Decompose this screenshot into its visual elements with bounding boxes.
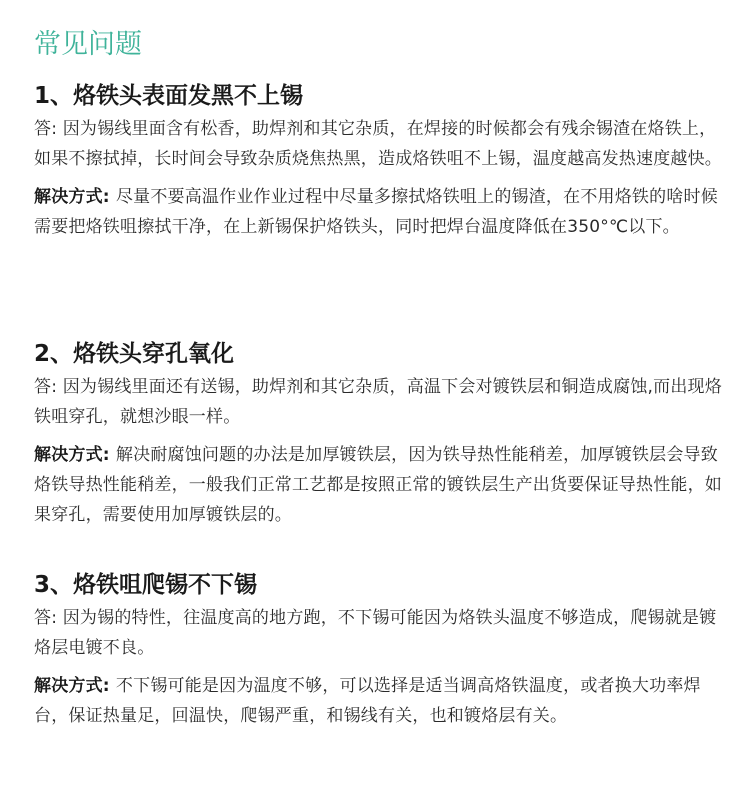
faq-item-2 (34, 338, 726, 530)
faq-answer (34, 114, 726, 174)
faq-answer (34, 372, 726, 432)
solution-label: 解决方式: (34, 187, 116, 207)
faq-question-title: 1、烙铁头表面发黑不上锡 (34, 83, 304, 109)
answer-text: 因为锡线里面含有松香，助焊剂和其它杂质，在焊接的时候都会有残余锡渣在烙铁上，如果不擦拭掉，长时间会导致杂质烧焦热黑，造成烙铁咀不上锡，温度越高发热速度越快。 (34, 119, 722, 169)
faq-question-title: 3、烙铁咀爬锡不下锡 (34, 572, 258, 598)
answer-prefix: 答: (34, 119, 63, 139)
faq-item-1 (34, 80, 726, 242)
solution-text: 解决耐腐蚀问题的办法是加厚镀铁层，因为铁导热性能稍差，加厚镀铁层会导致烙铁导热性能稍差，一般我们正常工艺都是按照正常的镀铁层生产出货要保证导热性能，如果穿孔，需要使用加厚镀铁层的。 (34, 445, 722, 525)
solution-text: 尽量不要高温作业作业过程中尽量多擦拭烙铁咀上的锡渣，在不用烙铁的啥时候需要把烙铁咀擦拭干净，在上新锡保护烙铁头，同时把焊台温度降低在350°℃以下。 (34, 187, 718, 237)
page-header (34, 28, 142, 75)
solution-label: 解决方式: (34, 676, 116, 696)
faq-solution (34, 671, 726, 731)
faq-answer (34, 603, 726, 663)
answer-text: 因为锡的特性，往温度高的地方跑，不下锡可能因为烙铁头温度不够造成，爬锡就是镀烙层电镀不良。 (34, 608, 717, 658)
solution-label: 解决方式: (34, 445, 116, 465)
faq-solution (34, 182, 726, 242)
solution-text: 不下锡可能是因为温度不够，可以选择是适当调高烙铁温度，或者换大功率焊台，保证热量足，回温快，爬锡严重，和锡线有关，也和镀烙层有关。 (34, 676, 701, 726)
faq-solution (34, 440, 726, 530)
answer-prefix: 答: (34, 608, 63, 628)
answer-text: 因为锡线里面还有送锡，助焊剂和其它杂质，高温下会对镀铁层和铜造成腐蚀,而出现烙铁咀穿孔，就想沙眼一样。 (34, 377, 722, 427)
faq-item-3 (34, 569, 726, 731)
answer-prefix: 答: (34, 377, 63, 397)
faq-question-title: 2、烙铁头穿孔氧化 (34, 341, 235, 367)
page-title: 常见问题 (34, 29, 142, 60)
